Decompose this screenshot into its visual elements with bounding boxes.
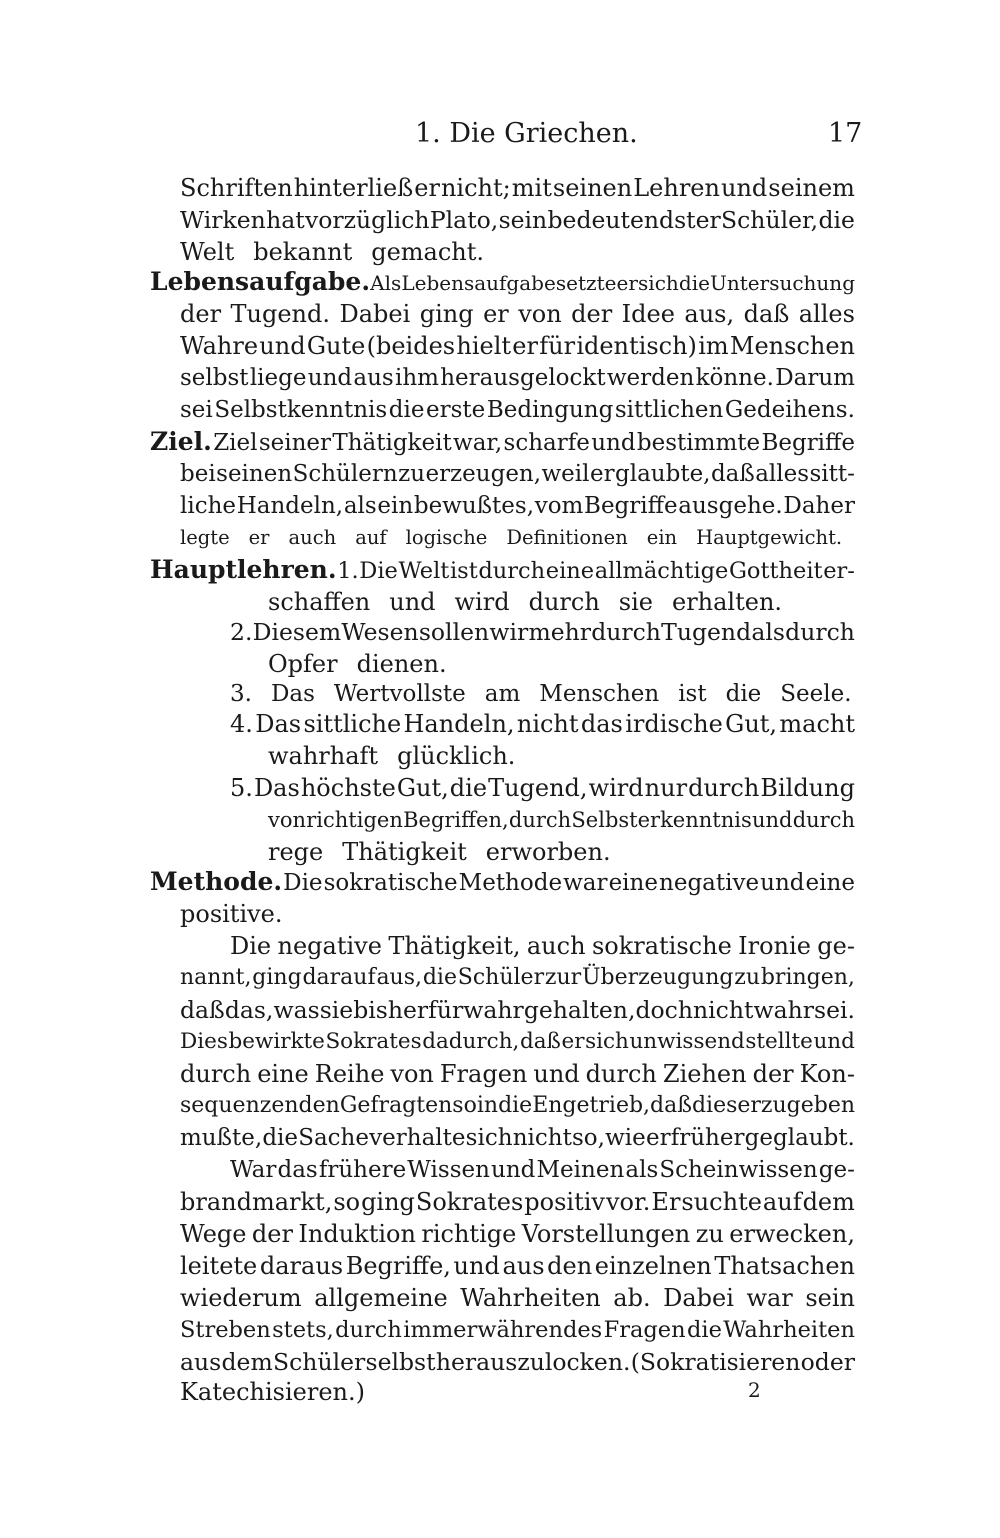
text-line: Wirken hat vorzüglich Plato, sein bedeutendster Schüler, die — [180, 206, 855, 234]
text-line: legte er auch auf logische Definitionen ein Hauptgewicht. — [180, 526, 843, 549]
text-line: Wahre und Gute (beides hielt er für identisch) im Menschen — [180, 332, 855, 360]
text-line: aus dem Schüler selbst herauszulocken. (Sokratisieren oder — [180, 1348, 855, 1376]
list-item-3: 3. Das Wertvollste am Menschen ist die Seele. — [230, 681, 852, 707]
text-line: selbst liege und aus ihm herausgelockt werden könne. Darum — [180, 365, 855, 391]
text-line: Dies bewirkte Sokrates dadurch, daß er sich unwissend stellte und — [180, 1029, 855, 1054]
text-line: Opfer dienen. — [268, 650, 447, 678]
text-line: bei seinen Schülern zu erzeugen, weil er glaubte, daß alles sitt- — [180, 461, 855, 487]
list-item-4: 4. Das sittliche Handeln, nicht das irdische Gut, macht — [230, 710, 855, 738]
section-ziel-line: Ziel. Ziel seiner Thätigkeit war, scharfe und bestimmte Begriffe — [150, 427, 855, 456]
section-hauptlehren-line: Hauptlehren. 1. Die Welt ist durch eine allmächtige Gottheit er- — [150, 555, 855, 584]
text-line: der Tugend. Dabei ging er von der Idee aus, daß alles — [180, 300, 855, 328]
text-line: wiederum allgemeine Wahrheiten ab. Dabei war sein — [180, 1284, 855, 1312]
text-line: positive. — [180, 900, 283, 928]
text-line: mußte, die Sache verhalte sich nicht so, wie er früher geglaubt. — [180, 1125, 855, 1151]
text-line: sequenzen den Gefragten so in die Enge trieb, daß dieser zugeben — [180, 1093, 856, 1118]
text-line: Streben stets, durch immerwährendes Fragen die Wahrheiten — [180, 1317, 855, 1343]
page-header — [0, 118, 1000, 158]
text-line: Katechisieren.) — [180, 1378, 365, 1406]
running-title: 1. Die Griechen. — [415, 118, 638, 149]
paragraph-start-line: Die negative Thätigkeit, auch sokratische Ironie ge- — [230, 932, 855, 960]
text-line: schaffen und wird durch sie erhalten. — [268, 588, 783, 616]
text-line: Schriften hinterließ er nicht; mit seinen Lehren und seinem — [180, 174, 855, 202]
text-line: liche Handeln, als ein bewußtes, vom Begriffe ausgehe. Daher — [180, 493, 855, 519]
section-methode-line: Methode. Die sokratische Methode war eine negative und eine — [150, 867, 855, 896]
text-line: daß das, was sie bisher für wahr gehalten, doch nicht wahr sei. — [180, 996, 855, 1024]
signature-mark: 2 — [748, 1378, 761, 1402]
text-line: von richtigen Begriffen, durch Selbsterkenntnis und durch — [268, 808, 855, 832]
text-line: brandmarkt, so ging Sokrates positiv vor. Er suchte auf dem — [180, 1188, 855, 1216]
paragraph-start-line: War das frühere Wissen und Meinen als Scheinwissen ge- — [230, 1157, 855, 1183]
section-lebensaufgabe-line: Lebensaufgabe. Als Lebensaufgabe setzte er sich die Untersuchung — [150, 267, 855, 296]
text-line: sei Selbstkenntnis die erste Bedingung sittlichen Gedeihens. — [180, 397, 855, 423]
list-item-5: 5. Das höchste Gut, die Tugend, wird nur durch Bildung — [230, 774, 855, 802]
text-line: leitete daraus Begriffe, und aus den einzelnen Thatsachen — [180, 1252, 855, 1280]
text-line: wahrhaft glücklich. — [268, 742, 516, 770]
text-line: durch eine Reihe von Fragen und durch Ziehen der Kon- — [180, 1060, 855, 1088]
text-line: nannt, ging darauf aus, die Schüler zur Überzeugung zu bringen, — [180, 965, 855, 990]
list-item-2: 2. Diesem Wesen sollen wir mehr durch Tugend als durch — [230, 618, 855, 646]
text-line: Welt bekannt gemacht. — [180, 238, 485, 266]
text-line: rege Thätigkeit erworben. — [268, 838, 611, 866]
page-number: 17 — [828, 118, 863, 149]
text-line: Wege der Induktion richtige Vorstellungen zu erwecken, — [180, 1220, 855, 1248]
